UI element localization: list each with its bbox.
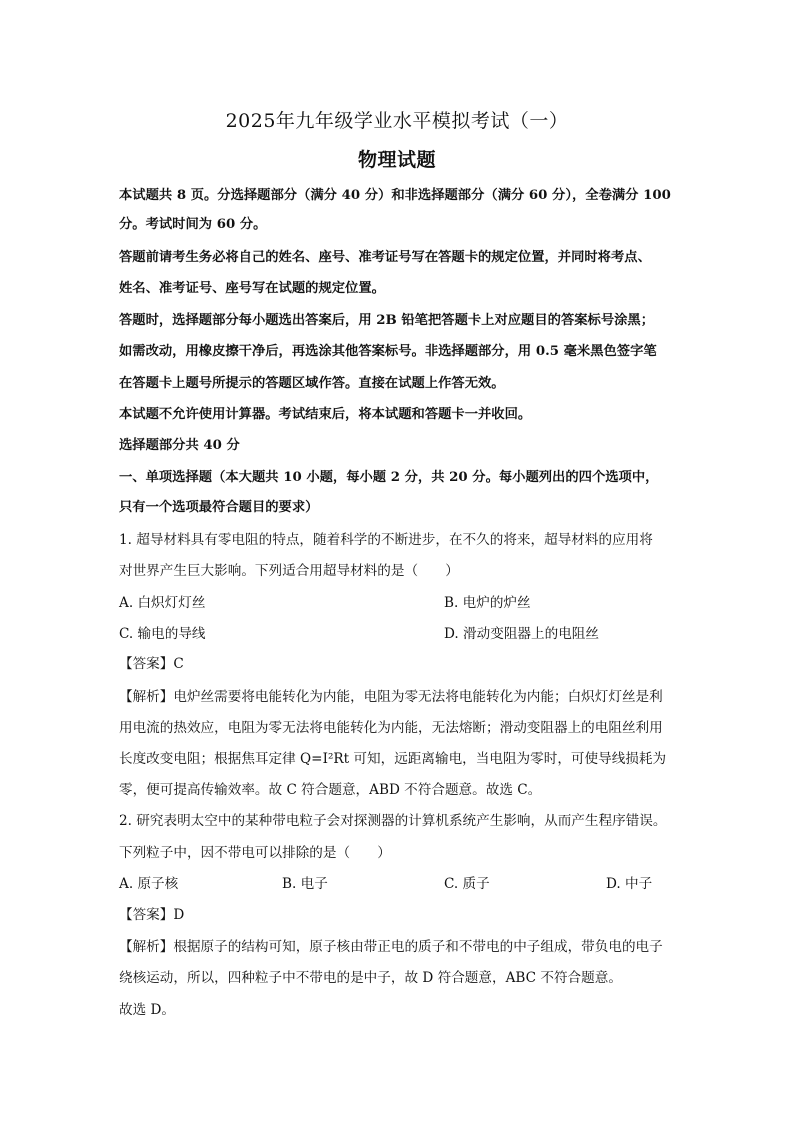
note-line: 在答题卡上题号所提示的答题区域作答。直接在试题上作答无效。 <box>119 376 505 391</box>
question-1-option-a: A. 白炽灯灯丝 <box>119 595 206 611</box>
question-2-analysis: 【解析】根据原子的结构可知，原子核由带正电的质子和不带电的中子组成，带负电的电子 <box>119 939 663 955</box>
question-2-option-d: D. 中子 <box>606 876 653 892</box>
note-line: 如需改动，用橡皮擦干净后，再选涂其他答案标号。非选择题部分，用 0.5 毫米黑色签字笔 <box>119 344 657 359</box>
exam-title: 2025年九年级学业水平模拟考试（一） <box>225 110 569 132</box>
question-1-analysis: 【解析】电炉丝需要将电能转化为内能，电阻为零无法将电能转化为内能；白炽灯灯丝是利 <box>119 689 663 705</box>
question-2-option-b: B. 电子 <box>282 876 328 892</box>
question-1-option-c: C. 输电的导线 <box>119 626 206 642</box>
part-heading: 只有一个选项最符合题目的要求） <box>119 500 319 515</box>
question-2-stem: 2. 研究表明太空中的某种带电粒子会对探测器的计算机系统产生影响，从而产生程序错误。 <box>119 813 667 829</box>
question-1-stem: 1. 超导材料具有零电阻的特点，随着科学的不断进步，在不久的将来，超导材料的应用将 <box>119 532 653 548</box>
question-2-answer: 【答案】D <box>119 907 185 923</box>
note-line: 姓名、准考证号、座号写在试题的规定位置。 <box>119 281 385 296</box>
question-1-analysis: 长度改变电阻；根据焦耳定律 Q=I²Rt 可知，远距离输电，当电阻为零时，可使导线损耗为 <box>119 751 667 767</box>
question-2-analysis: 绕核运动，所以，四种粒子中不带电的是中子，故 D 符合题意，ABC 不符合题意。 <box>119 970 622 986</box>
question-2-stem: 下列粒子中，因不带电可以排除的是（ ） <box>119 845 391 861</box>
note-line: 分。考试时间为 60 分。 <box>119 217 267 232</box>
section-heading: 选择题部分共 40 分 <box>119 438 240 453</box>
exam-subtitle: 物理试题 <box>357 149 436 171</box>
question-1-option-b: B. 电炉的炉丝 <box>444 595 531 611</box>
question-2-conclusion: 故选 D。 <box>119 1002 176 1018</box>
question-2-option-c: C. 质子 <box>444 876 490 892</box>
question-1-analysis: 用电流的热效应，电阻为零无法将电能转化为内能，无法熔断；滑动变阻器上的电阻丝利用 <box>119 720 663 736</box>
question-2-option-a: A. 原子核 <box>119 876 179 892</box>
question-1-option-d: D. 滑动变阻器上的电阻丝 <box>444 626 599 642</box>
note-line: 答题前请考生务必将自己的姓名、座号、准考证号写在答题卡的规定位置，并同时将考点、 <box>119 250 651 265</box>
note-line: 本试题共 8 页。分选择题部分（满分 40 分）和非选择题部分（满分 60 分），全卷满分 100 <box>119 188 671 203</box>
question-1-stem: 对世界产生巨大影响。下列适合用超导材料的是（ ） <box>119 563 459 579</box>
note-line: 答题时，选择题部分每小题选出答案后，用 2B 铅笔把答题卡上对应题目的答案标号涂黑； <box>119 313 655 328</box>
question-1-analysis: 零，便可提高传输效率。故 C 符合题意，ABD 不符合题意。故选 C。 <box>119 782 542 798</box>
part-heading: 一、单项选择题（本大题共 10 小题，每小题 2 分，共 20 分。每小题列出的四个选项中， <box>119 470 659 485</box>
note-line: 本试题不允许使用计算器。考试结束后，将本试题和答题卡一并收回。 <box>119 407 532 422</box>
question-1-answer: 【答案】C <box>119 656 184 672</box>
